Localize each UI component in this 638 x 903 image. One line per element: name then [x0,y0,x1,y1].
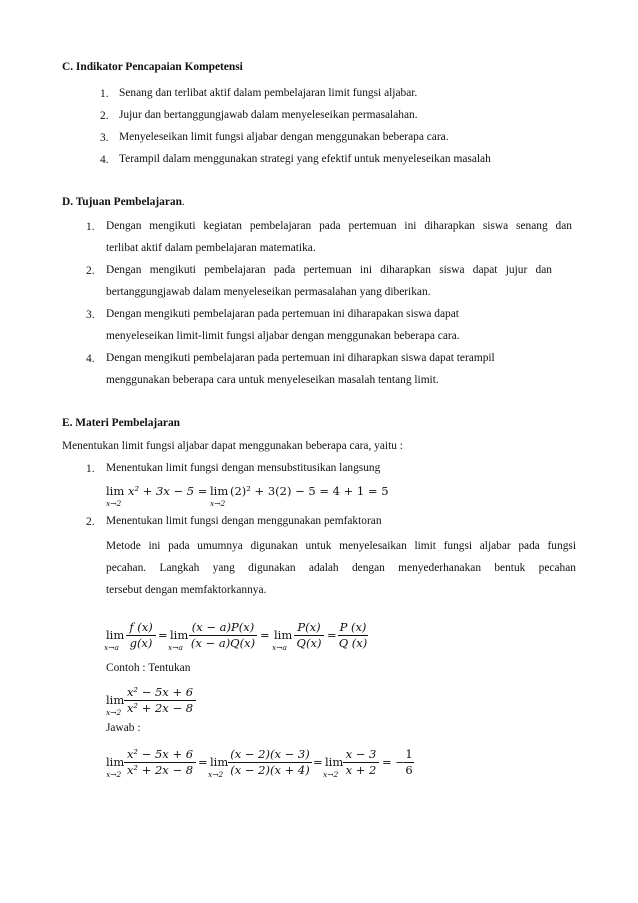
numerator: (x − a)P(x) [191,620,255,634]
paragraph-line: tersebut dengan memfaktorkannya. [106,584,267,596]
list-item-line: bertanggungjawab dalam menyeleseikan permasalahan yang diberikan. [106,286,431,298]
lim-operator: lim [210,755,229,769]
lim-subscript: x→a [104,643,119,652]
list-number: 1. [86,221,95,233]
fraction [404,748,414,777]
list-number: 1. [86,463,95,475]
lim-subscript: x→2 [106,499,122,508]
denominator: 6 [405,763,413,777]
section-e-intro: Menentukan limit fungsi aljabar dapat menggunakan beberapa cara, yaitu : [62,440,403,452]
lim-operator: lim [106,693,125,707]
list-item-line: menggunakan beberapa cara untuk menyeleseikan masalah tentang limit. [106,374,439,386]
numerator: x² − 5x + 6 [126,747,194,761]
section-d-title: D. Tujuan Pembelajaran [62,196,182,208]
fraction [126,621,156,650]
fraction [124,686,196,715]
lim-operator: lim [106,755,125,769]
section-d-dot: . [181,196,185,208]
numerator: 1 [405,747,413,761]
list-item: Jujur dan bertanggungjawab dalam menyeleseikan permasalahan. [119,109,418,121]
lim-subscript: x→a [272,643,287,652]
list-number: 3. [100,132,109,144]
list-number: 2. [100,110,109,122]
lim-operator: lim [106,484,125,498]
list-item: Menentukan limit fungsi dengan menggunakan pemfaktoran [106,515,382,527]
equals-sign: = [327,628,337,642]
numerator: P (x) [339,620,367,634]
denominator: (x − a)Q(x) [190,636,256,650]
denominator: Q(x) [296,636,322,650]
equation-rhs: (2)² + 3(2) − 5 = 4 + 1 = 5 [230,484,389,498]
lim-operator: lim [106,628,125,642]
numerator: (x − 2)(x − 3) [230,747,310,761]
list-number: 1. [100,88,109,100]
list-number: 4. [100,154,109,166]
list-item-line: Dengan mengikuti pembelajaran pada pertemuan ini diharapkan siswa dapat terampil [106,352,495,364]
list-item: Menyeleseikan limit fungsi aljabar dengan menggunakan beberapa cara. [119,131,449,143]
example-label: Contoh : Tentukan [106,662,191,674]
list-number: 2. [86,265,95,277]
lim-operator: lim [325,755,344,769]
equals-sign: = [198,755,208,769]
fraction [338,621,368,650]
numerator: x² − 5x + 6 [126,685,194,699]
numerator: P(x) [297,620,321,634]
section-e-heading: E. Materi Pembelajaran [62,417,180,429]
fraction [228,748,312,777]
list-item-line: terlibat aktif dalam pembelajaran matematika. [106,242,316,254]
denominator: g(x) [129,636,153,650]
answer-label: Jawab : [106,722,141,734]
lim-subscript: x→2 [210,499,226,508]
fraction [294,621,324,650]
list-item-line: Dengan mengikuti kegiatan pembelajaran pada pertemuan ini diharapkan siswa senang dan [106,221,572,232]
lim-operator: lim [274,628,293,642]
fraction [189,621,257,650]
paragraph-line: Metode ini pada umumnya digunakan untuk menyelesaikan limit fungsi aljabar pada fungsi [106,541,576,552]
list-item-line: menyeleseikan limit-limit fungsi aljabar dengan menggunakan beberapa cara. [106,330,460,342]
lim-operator: lim [170,628,189,642]
fraction [343,748,379,777]
denominator: Q (x) [338,636,368,650]
list-item-line: Dengan mengikuti pembelajaran pada pertemuan ini diharapakan siswa dapat [106,308,459,320]
equals-sign: = [158,628,168,642]
result-sign: = − [382,755,405,769]
list-number: 3. [86,309,95,321]
lim-subscript: x→2 [208,770,224,779]
lim-subscript: x→a [168,643,183,652]
list-item: Senang dan terlibat aktif dalam pembelajaran limit fungsi aljabar. [119,87,418,99]
paragraph-line: pecahan. Langkah yang digunakan adalah dengan menyederhanakan bentuk pecahan [106,563,576,574]
lim-operator: lim [210,484,229,498]
equals-sign: = [260,628,270,642]
list-item: Terampil dalam menggunakan strategi yang efektif untuk menyeleseikan masalah [119,153,491,165]
section-d-heading [62,197,185,208]
numerator: x − 3 [345,747,377,761]
list-number: 2. [86,516,95,528]
denominator: x² + 2x − 8 [126,701,194,715]
fraction [124,748,196,777]
equation-lhs: x² + 3x − 5 = [128,484,208,498]
denominator: (x − 2)(x + 4) [230,763,310,777]
equals-sign: = [313,755,323,769]
denominator: x² + 2x − 8 [126,763,194,777]
list-item-line: Dengan mengikuti pembelajaran pada pertemuan ini diharapkan siswa dapat jujur dan [106,265,552,276]
list-item: Menentukan limit fungsi dengan mensubstitusikan langsung [106,462,381,474]
denominator: x + 2 [345,763,377,777]
list-number: 4. [86,353,95,365]
section-c-heading: C. Indikator Pencapaian Kompetensi [62,61,243,73]
lim-subscript: x→2 [323,770,339,779]
lim-subscript: x→2 [106,770,122,779]
lim-subscript: x→2 [106,708,122,717]
numerator: f (x) [129,620,153,634]
